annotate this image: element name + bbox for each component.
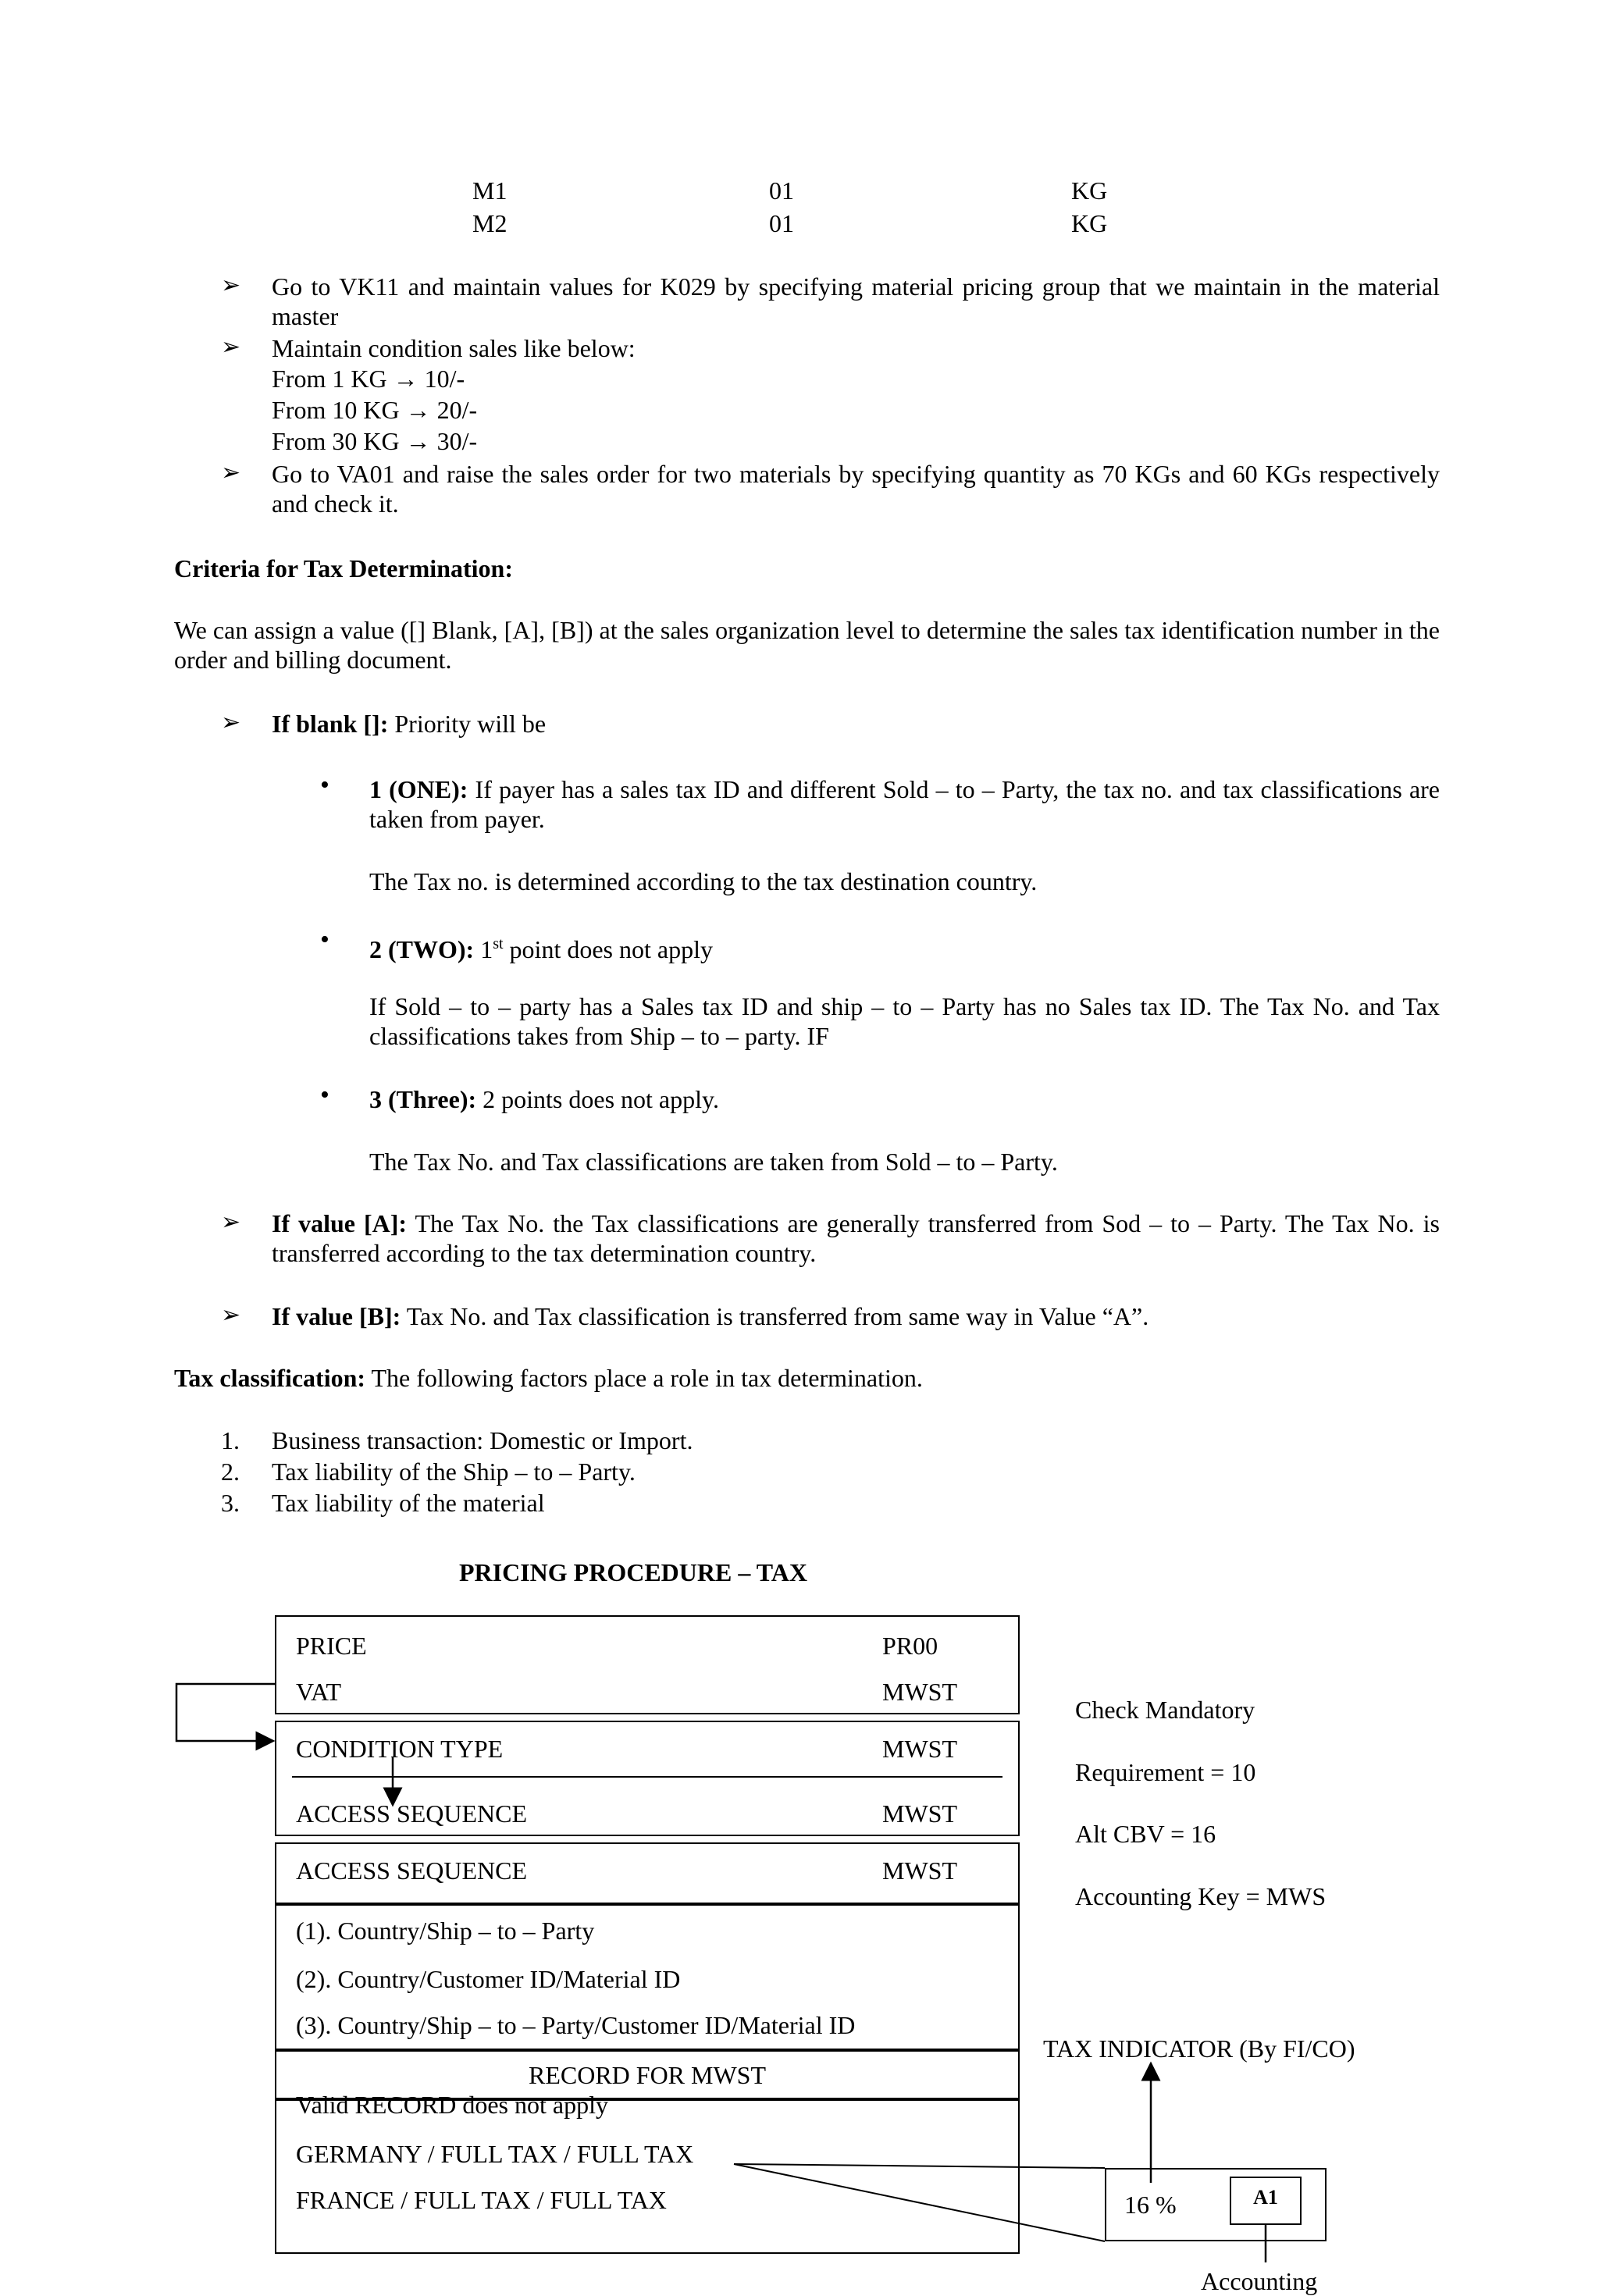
access-sequence-code: MWST (882, 1856, 957, 1885)
table-cell-group: 01 (769, 209, 794, 237)
blank-item: If blank []: Priority will be (272, 710, 547, 738)
sequence-step: (2). Country/Customer ID/Material ID (296, 1965, 681, 1993)
sequence-step: (1). Country/Ship – to – Party (296, 1917, 595, 1945)
criteria-intro: We can assign a value ([] Blank, [A], [B]) at the sales organization level to determine the sales tax identification number in the order and billing document. (174, 616, 1440, 674)
tax-indicator-label: TAX INDICATOR (By FI/CO) (1043, 2034, 1355, 2063)
accounting-label: Accounting (1201, 2267, 1318, 2295)
step-vk11: Go to VK11 and maintain values for K029 by specifying material pricing group that we maintain in the material master (272, 272, 1440, 330)
table-cell-material: M2 (472, 209, 507, 237)
step-maintain: Maintain condition sales like below: (272, 334, 636, 362)
side-note: Accounting Key = MWS (1075, 1882, 1327, 1910)
priority-one: 1 (ONE): If payer has a sales tax ID and different Sold – to – Party, the tax no. and tax classifications are taken from payer. (369, 775, 1441, 833)
tax-code: A1 (1253, 2186, 1278, 2209)
value-b-item: If value [B]: Tax No. and Tax classification is transferred from same way in Value “A”. (272, 1302, 1149, 1330)
side-note: Check Mandatory (1075, 1696, 1255, 1724)
record-row: FRANCE / FULL TAX / FULL TAX (296, 2186, 667, 2214)
list-item: Tax liability of the Ship – to – Party. (272, 1458, 636, 1486)
arrow-bullet-icon: ➢ (221, 272, 241, 298)
list-number: 3. (221, 1489, 240, 1517)
priority-one-note: The Tax no. is determined according to the tax destination country. (369, 867, 1038, 895)
arrow-bullet-icon: ➢ (221, 334, 241, 360)
arrow-bullet-icon: ➢ (221, 1302, 241, 1328)
record-header: RECORD FOR MWST (528, 2061, 767, 2089)
arrow-bullet-icon: ➢ (221, 460, 241, 486)
sequence-step: (3). Country/Ship – to – Party/Customer ID/Material ID (296, 2011, 856, 2039)
table-cell-group: 01 (769, 176, 794, 205)
record-connector (734, 2164, 1105, 2168)
arrow-bullet-icon: ➢ (221, 1209, 241, 1235)
list-item: Tax liability of the material (272, 1489, 545, 1517)
value-a-item: If value [A]: The Tax No. the Tax classifications are generally transferred from Sod – to – Party. The Tax No. is transferred according to the tax determination country. (272, 1209, 1441, 1267)
loop-arrow (176, 1684, 275, 1741)
list-number: 1. (221, 1426, 240, 1454)
scale-line: From 10 KG → 20/- (272, 396, 478, 424)
arrow-bullet-icon: ➢ (221, 710, 241, 735)
table-cell-unit: KG (1071, 176, 1108, 205)
list-number: 2. (221, 1458, 240, 1486)
access-sequence-label: ACCESS SEQUENCE (296, 1799, 528, 1828)
priority-three-note: The Tax No. and Tax classifications are taken from Sold – to – Party. (369, 1148, 1058, 1176)
priority-three: 3 (Three): 2 points does not apply. (369, 1085, 719, 1113)
side-note: Alt CBV = 16 (1075, 1820, 1216, 1848)
record-row: Valid RECORD does not apply (296, 2091, 608, 2119)
record-row: GERMANY / FULL TAX / FULL TAX (296, 2140, 694, 2168)
condition-type-code: MWST (882, 1735, 957, 1763)
tax-classification-para: Tax classification: The following factors place a role in tax determination. (174, 1364, 923, 1392)
bullet-dot-icon: • (320, 771, 329, 799)
price-label: PRICE (296, 1632, 367, 1660)
diagram-title: PRICING PROCEDURE – TAX (459, 1558, 807, 1586)
access-sequence-code: MWST (882, 1799, 957, 1828)
list-item: Business transaction: Domestic or Import. (272, 1426, 693, 1454)
price-code: PR00 (882, 1632, 938, 1660)
step-va01: Go to VA01 and raise the sales order for two materials by specifying quantity as 70 KGs and 60 KGs respectively and check it. (272, 460, 1440, 518)
access-sequence-label: ACCESS SEQUENCE (296, 1856, 528, 1885)
scale-line: From 30 KG → 30/- (272, 427, 478, 455)
vat-code: MWST (882, 1678, 957, 1706)
tax-percent: 16 % (1124, 2191, 1177, 2219)
section-heading: Criteria for Tax Determination: (174, 554, 513, 582)
priority-two: 2 (TWO): 1st point does not apply (369, 935, 713, 963)
bullet-dot-icon: • (320, 1080, 329, 1109)
condition-type-label: CONDITION TYPE (296, 1735, 504, 1763)
vat-label: VAT (296, 1678, 342, 1706)
record-connector (734, 2164, 1105, 2241)
scale-line: From 1 KG → 10/- (272, 365, 465, 393)
priority-two-note: If Sold – to – party has a Sales tax ID and ship – to – Party has no Sales tax ID. The Tax No. and Tax classifications takes from Ship – to – party. IF (369, 992, 1440, 1050)
table-cell-unit: KG (1071, 209, 1108, 237)
side-note: Requirement = 10 (1075, 1758, 1256, 1786)
table-cell-material: M1 (472, 176, 507, 205)
bullet-dot-icon: • (320, 925, 329, 954)
